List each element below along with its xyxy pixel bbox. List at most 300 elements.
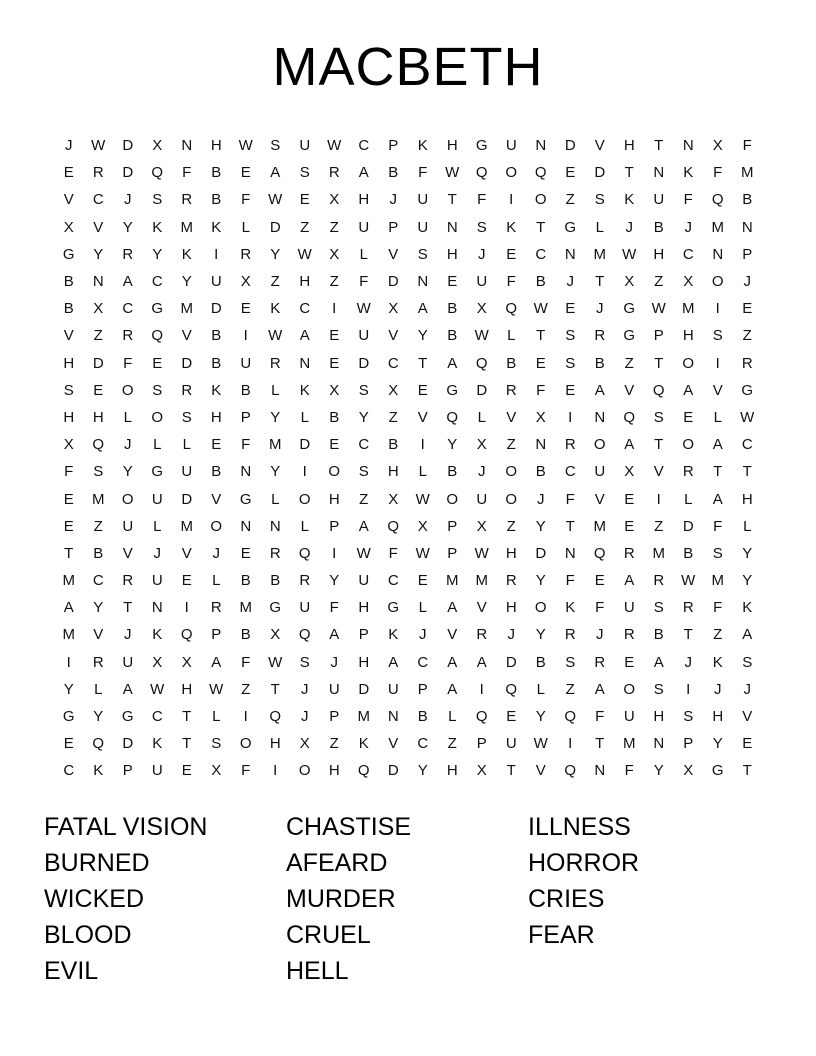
- grid-cell: R: [210, 599, 222, 617]
- grid-cell: H: [446, 137, 458, 155]
- grid-cell: L: [153, 436, 162, 454]
- grid-cell: A: [329, 626, 340, 644]
- word-list-column-1: [44, 809, 286, 989]
- grid-cell: E: [535, 354, 546, 372]
- grid-cell: O: [623, 680, 636, 698]
- grid-cell: P: [683, 735, 694, 753]
- grid-cell: N: [446, 218, 458, 236]
- grid-cell: A: [447, 599, 458, 617]
- grid-cell: Z: [624, 354, 634, 372]
- grid-cell: R: [328, 164, 340, 182]
- grid-cell: P: [329, 517, 340, 535]
- grid-cell: C: [92, 572, 104, 590]
- grid-cell: U: [505, 137, 517, 155]
- grid-cell: Q: [564, 708, 577, 726]
- grid-cell: Q: [652, 381, 665, 399]
- grid-cell: N: [299, 354, 311, 372]
- grid-cell: Y: [122, 463, 133, 481]
- grid-cell: G: [623, 327, 636, 345]
- grid-cell: B: [240, 572, 251, 590]
- grid-cell: O: [446, 490, 459, 508]
- grid-cell: X: [329, 245, 340, 263]
- grid-cell: U: [299, 599, 311, 617]
- grid-cell: G: [564, 218, 577, 236]
- grid-cell: C: [299, 300, 311, 318]
- grid-cell: F: [713, 164, 723, 182]
- grid-cell: F: [64, 463, 74, 481]
- grid-cell: S: [358, 381, 369, 399]
- grid-cell: M: [475, 572, 488, 590]
- grid-cell: Q: [593, 544, 606, 562]
- grid-cell: S: [152, 381, 163, 399]
- grid-cell: B: [63, 273, 74, 291]
- grid-cell: E: [211, 436, 222, 454]
- grid-cell: E: [594, 572, 605, 590]
- grid-cell: Y: [152, 245, 163, 263]
- grid-cell: N: [682, 137, 694, 155]
- grid-cell: G: [475, 137, 488, 155]
- grid-cell: H: [446, 245, 458, 263]
- grid-cell: G: [239, 490, 252, 508]
- grid-cell: R: [269, 354, 281, 372]
- grid-cell: G: [121, 708, 134, 726]
- grid-cell: K: [211, 218, 222, 236]
- grid-cell: H: [623, 137, 635, 155]
- grid-cell: S: [712, 327, 723, 345]
- grid-cell: M: [741, 164, 754, 182]
- grid-cell: Z: [506, 517, 516, 535]
- grid-cell: S: [152, 191, 163, 209]
- grid-cell: D: [358, 680, 370, 698]
- word-list: [0, 809, 816, 989]
- grid-cell: E: [240, 300, 251, 318]
- grid-cell: K: [565, 599, 576, 617]
- grid-cell: E: [63, 517, 74, 535]
- grid-cell: U: [151, 572, 163, 590]
- grid-cell: K: [152, 735, 163, 753]
- grid-cell: Z: [506, 436, 516, 454]
- grid-cell: I: [715, 300, 720, 318]
- grid-row: [54, 404, 762, 431]
- grid-cell: V: [417, 408, 428, 426]
- grid-cell: W: [209, 680, 224, 698]
- grid-cell: U: [181, 463, 193, 481]
- grid-cell: C: [682, 245, 694, 263]
- grid-cell: L: [212, 572, 221, 590]
- grid-cell: O: [505, 490, 518, 508]
- grid-cell: H: [328, 490, 340, 508]
- grid-cell: K: [152, 626, 163, 644]
- grid-cell: I: [568, 735, 573, 753]
- grid-cell: B: [653, 218, 664, 236]
- grid-cell: H: [741, 490, 753, 508]
- grid-cell: M: [62, 626, 75, 644]
- grid-cell: X: [476, 300, 487, 318]
- grid-cell: M: [62, 572, 75, 590]
- grid-cell: Q: [151, 327, 164, 345]
- grid-cell: U: [358, 327, 370, 345]
- grid-cell: D: [535, 544, 547, 562]
- grid-cell: T: [64, 544, 74, 562]
- grid-cell: J: [714, 680, 722, 698]
- grid-cell: Q: [505, 680, 518, 698]
- grid-cell: S: [476, 218, 487, 236]
- grid-cell: B: [447, 463, 458, 481]
- grid-cell: O: [711, 273, 724, 291]
- grid-cell: A: [683, 381, 694, 399]
- grid-cell: T: [654, 436, 664, 454]
- grid-cell: F: [477, 191, 487, 209]
- grid-cell: A: [594, 381, 605, 399]
- grid-cell: L: [418, 463, 427, 481]
- grid-cell: B: [211, 463, 222, 481]
- grid-cell: B: [447, 327, 458, 345]
- grid-cell: O: [239, 735, 252, 753]
- grid-cell: M: [623, 735, 636, 753]
- grid-cell: R: [240, 245, 252, 263]
- grid-cell: D: [387, 762, 399, 780]
- grid-cell: U: [122, 653, 134, 671]
- grid-cell: V: [624, 381, 635, 399]
- grid-cell: T: [536, 327, 546, 345]
- grid-cell: T: [565, 517, 575, 535]
- grid-cell: W: [681, 572, 696, 590]
- grid-cell: J: [596, 300, 604, 318]
- grid-cell: V: [181, 327, 192, 345]
- grid-cell: P: [653, 327, 664, 345]
- grid-cell: I: [332, 300, 337, 318]
- grid-cell: W: [238, 137, 253, 155]
- grid-cell: M: [711, 218, 724, 236]
- grid-cell: P: [447, 517, 458, 535]
- grid-cell: F: [241, 653, 251, 671]
- grid-cell: U: [122, 517, 134, 535]
- grid-cell: E: [742, 735, 753, 753]
- grid-cell: T: [123, 599, 133, 617]
- grid-cell: J: [330, 653, 338, 671]
- grid-cell: U: [476, 490, 488, 508]
- grid-cell: Y: [447, 436, 458, 454]
- grid-row: [54, 295, 762, 322]
- grid-cell: P: [122, 762, 133, 780]
- grid-cell: E: [329, 327, 340, 345]
- grid-row: [54, 676, 762, 703]
- grid-row: [54, 485, 762, 512]
- grid-cell: H: [358, 599, 370, 617]
- grid-cell: J: [65, 137, 73, 155]
- grid-cell: L: [477, 408, 486, 426]
- grid-cell: R: [92, 164, 104, 182]
- grid-cell: I: [214, 245, 219, 263]
- grid-cell: E: [63, 164, 74, 182]
- grid-cell: O: [534, 599, 547, 617]
- grid-row: [54, 214, 762, 241]
- grid-cell: X: [624, 463, 635, 481]
- grid-cell: L: [448, 708, 457, 726]
- grid-cell: I: [656, 490, 661, 508]
- grid-cell: L: [271, 490, 280, 508]
- grid-cell: R: [741, 354, 753, 372]
- grid-cell: U: [387, 680, 399, 698]
- word-list-column-2: [286, 809, 528, 989]
- grid-row: [54, 322, 762, 349]
- word-item: WICKED: [44, 884, 144, 913]
- grid-cell: S: [653, 408, 664, 426]
- grid-cell: W: [268, 653, 283, 671]
- grid-cell: N: [269, 517, 281, 535]
- grid-cell: R: [299, 572, 311, 590]
- grid-cell: M: [711, 572, 724, 590]
- grid-cell: Q: [564, 762, 577, 780]
- grid-cell: G: [711, 762, 724, 780]
- grid-cell: Q: [357, 762, 370, 780]
- grid-cell: N: [240, 517, 252, 535]
- grid-cell: F: [536, 381, 546, 399]
- grid-cell: V: [535, 762, 546, 780]
- grid-cell: R: [505, 381, 517, 399]
- grid-cell: Y: [712, 735, 723, 753]
- grid-cell: B: [211, 164, 222, 182]
- grid-cell: R: [682, 599, 694, 617]
- grid-row: [54, 132, 762, 159]
- grid-cell: O: [593, 436, 606, 454]
- grid-cell: U: [151, 762, 163, 780]
- grid-cell: D: [92, 354, 104, 372]
- grid-cell: A: [624, 436, 635, 454]
- grid-cell: L: [182, 436, 191, 454]
- grid-cell: P: [742, 245, 753, 263]
- grid-cell: F: [506, 273, 516, 291]
- grid-cell: Z: [300, 218, 310, 236]
- grid-cell: O: [151, 408, 164, 426]
- grid-cell: J: [301, 680, 309, 698]
- grid-cell: B: [211, 354, 222, 372]
- grid-cell: Z: [565, 191, 575, 209]
- grid-cell: J: [389, 191, 397, 209]
- grid-cell: X: [152, 653, 163, 671]
- grid-cell: S: [712, 544, 723, 562]
- grid-cell: Y: [270, 463, 281, 481]
- grid-cell: A: [211, 653, 222, 671]
- grid-cell: R: [564, 436, 576, 454]
- grid-cell: R: [594, 653, 606, 671]
- grid-cell: M: [180, 300, 193, 318]
- grid-cell: U: [594, 463, 606, 481]
- grid-cell: T: [624, 164, 634, 182]
- grid-cell: O: [121, 381, 134, 399]
- grid-cell: U: [328, 680, 340, 698]
- grid-cell: D: [122, 137, 134, 155]
- grid-cell: E: [329, 436, 340, 454]
- grid-cell: X: [624, 273, 635, 291]
- grid-cell: J: [478, 463, 486, 481]
- grid-cell: Y: [358, 408, 369, 426]
- grid-cell: U: [623, 708, 635, 726]
- grid-cell: G: [62, 708, 75, 726]
- grid-cell: S: [63, 381, 74, 399]
- grid-cell: J: [596, 626, 604, 644]
- grid-cell: Y: [181, 273, 192, 291]
- grid-cell: C: [535, 245, 547, 263]
- grid-cell: N: [564, 245, 576, 263]
- grid-cell: S: [299, 164, 310, 182]
- word-item: FATAL VISION: [44, 812, 208, 841]
- grid-cell: F: [329, 599, 339, 617]
- grid-cell: D: [122, 164, 134, 182]
- grid-cell: L: [507, 327, 516, 345]
- grid-cell: Y: [653, 762, 664, 780]
- grid-cell: I: [686, 680, 691, 698]
- grid-cell: C: [358, 436, 370, 454]
- grid-cell: R: [122, 572, 134, 590]
- grid-cell: Y: [270, 245, 281, 263]
- grid-cell: H: [387, 463, 399, 481]
- grid-cell: E: [447, 273, 458, 291]
- grid-cell: J: [743, 273, 751, 291]
- grid-cell: V: [388, 245, 399, 263]
- grid-cell: T: [654, 354, 664, 372]
- grid-cell: A: [653, 653, 664, 671]
- grid-cell: P: [388, 218, 399, 236]
- grid-cell: O: [298, 762, 311, 780]
- word-item: BURNED: [44, 848, 150, 877]
- grid-cell: W: [740, 408, 755, 426]
- grid-cell: C: [387, 354, 399, 372]
- grid-cell: Y: [122, 218, 133, 236]
- grid-cell: N: [181, 137, 193, 155]
- grid-cell: S: [270, 137, 281, 155]
- grid-cell: H: [328, 762, 340, 780]
- grid-cell: D: [564, 137, 576, 155]
- grid-cell: Y: [93, 599, 104, 617]
- grid-cell: S: [211, 735, 222, 753]
- grid-cell: P: [447, 544, 458, 562]
- grid-cell: V: [653, 463, 664, 481]
- grid-cell: M: [593, 245, 606, 263]
- grid-cell: K: [624, 191, 635, 209]
- grid-cell: I: [184, 599, 189, 617]
- grid-cell: J: [124, 191, 132, 209]
- word-item: CRIES: [528, 884, 605, 913]
- grid-cell: T: [595, 273, 605, 291]
- grid-cell: Z: [270, 273, 280, 291]
- grid-cell: W: [327, 137, 342, 155]
- grid-cell: I: [479, 680, 484, 698]
- grid-cell: R: [269, 544, 281, 562]
- grid-cell: F: [713, 517, 723, 535]
- grid-row: [54, 730, 762, 757]
- grid-cell: Q: [298, 626, 311, 644]
- grid-cell: I: [715, 354, 720, 372]
- word-item: HELL: [286, 956, 349, 985]
- grid-cell: F: [182, 164, 192, 182]
- grid-cell: N: [594, 408, 606, 426]
- grid-cell: T: [418, 354, 428, 372]
- grid-cell: B: [240, 381, 251, 399]
- grid-cell: U: [210, 273, 222, 291]
- grid-cell: B: [388, 436, 399, 454]
- grid-cell: W: [415, 490, 430, 508]
- grid-cell: S: [358, 463, 369, 481]
- word-item: BLOOD: [44, 920, 132, 949]
- grid-cell: A: [624, 572, 635, 590]
- grid-cell: B: [388, 164, 399, 182]
- grid-cell: U: [476, 273, 488, 291]
- grid-cell: I: [66, 653, 71, 671]
- grid-cell: Z: [359, 490, 369, 508]
- grid-cell: W: [356, 300, 371, 318]
- grid-cell: P: [358, 626, 369, 644]
- grid-cell: U: [240, 354, 252, 372]
- grid-cell: Y: [535, 572, 546, 590]
- grid-cell: E: [299, 191, 310, 209]
- grid-cell: W: [622, 245, 637, 263]
- grid-cell: X: [476, 436, 487, 454]
- grid-cell: H: [63, 354, 75, 372]
- grid-cell: X: [63, 436, 74, 454]
- grid-cell: W: [474, 544, 489, 562]
- grid-cell: F: [359, 273, 369, 291]
- grid-cell: T: [742, 463, 752, 481]
- grid-cell: W: [268, 191, 283, 209]
- grid-cell: U: [505, 735, 517, 753]
- grid-row: [54, 458, 762, 485]
- grid-cell: K: [358, 735, 369, 753]
- word-item: EVIL: [44, 956, 99, 985]
- grid-cell: C: [151, 708, 163, 726]
- grid-cell: O: [121, 490, 134, 508]
- grid-cell: R: [505, 572, 517, 590]
- grid-cell: Q: [505, 300, 518, 318]
- grid-cell: C: [417, 735, 429, 753]
- grid-cell: F: [742, 137, 752, 155]
- grid-cell: D: [181, 490, 193, 508]
- grid-cell: R: [122, 327, 134, 345]
- grid-cell: K: [270, 300, 281, 318]
- grid-cell: O: [505, 463, 518, 481]
- grid-cell: W: [91, 137, 106, 155]
- grid-cell: R: [594, 327, 606, 345]
- grid-cell: Y: [535, 708, 546, 726]
- grid-cell: V: [388, 327, 399, 345]
- grid-cell: I: [509, 191, 514, 209]
- grid-cell: R: [623, 626, 635, 644]
- grid-cell: B: [270, 572, 281, 590]
- grid-cell: D: [122, 735, 134, 753]
- grid-cell: Y: [742, 544, 753, 562]
- grid-cell: I: [302, 463, 307, 481]
- grid-cell: Z: [329, 735, 339, 753]
- grid-cell: D: [210, 300, 222, 318]
- grid-cell: Y: [93, 708, 104, 726]
- grid-cell: H: [63, 408, 75, 426]
- grid-cell: X: [270, 626, 281, 644]
- grid-cell: J: [566, 273, 574, 291]
- grid-cell: G: [151, 300, 164, 318]
- grid-cell: Q: [151, 164, 164, 182]
- grid-cell: B: [653, 626, 664, 644]
- grid-cell: S: [594, 191, 605, 209]
- grid-cell: J: [478, 245, 486, 263]
- grid-cell: H: [210, 408, 222, 426]
- grid-cell: F: [624, 762, 634, 780]
- grid-cell: D: [682, 517, 694, 535]
- grid-cell: N: [92, 273, 104, 291]
- grid-cell: X: [93, 300, 104, 318]
- grid-cell: Q: [475, 708, 488, 726]
- grid-cell: T: [270, 680, 280, 698]
- grid-row: [54, 350, 762, 377]
